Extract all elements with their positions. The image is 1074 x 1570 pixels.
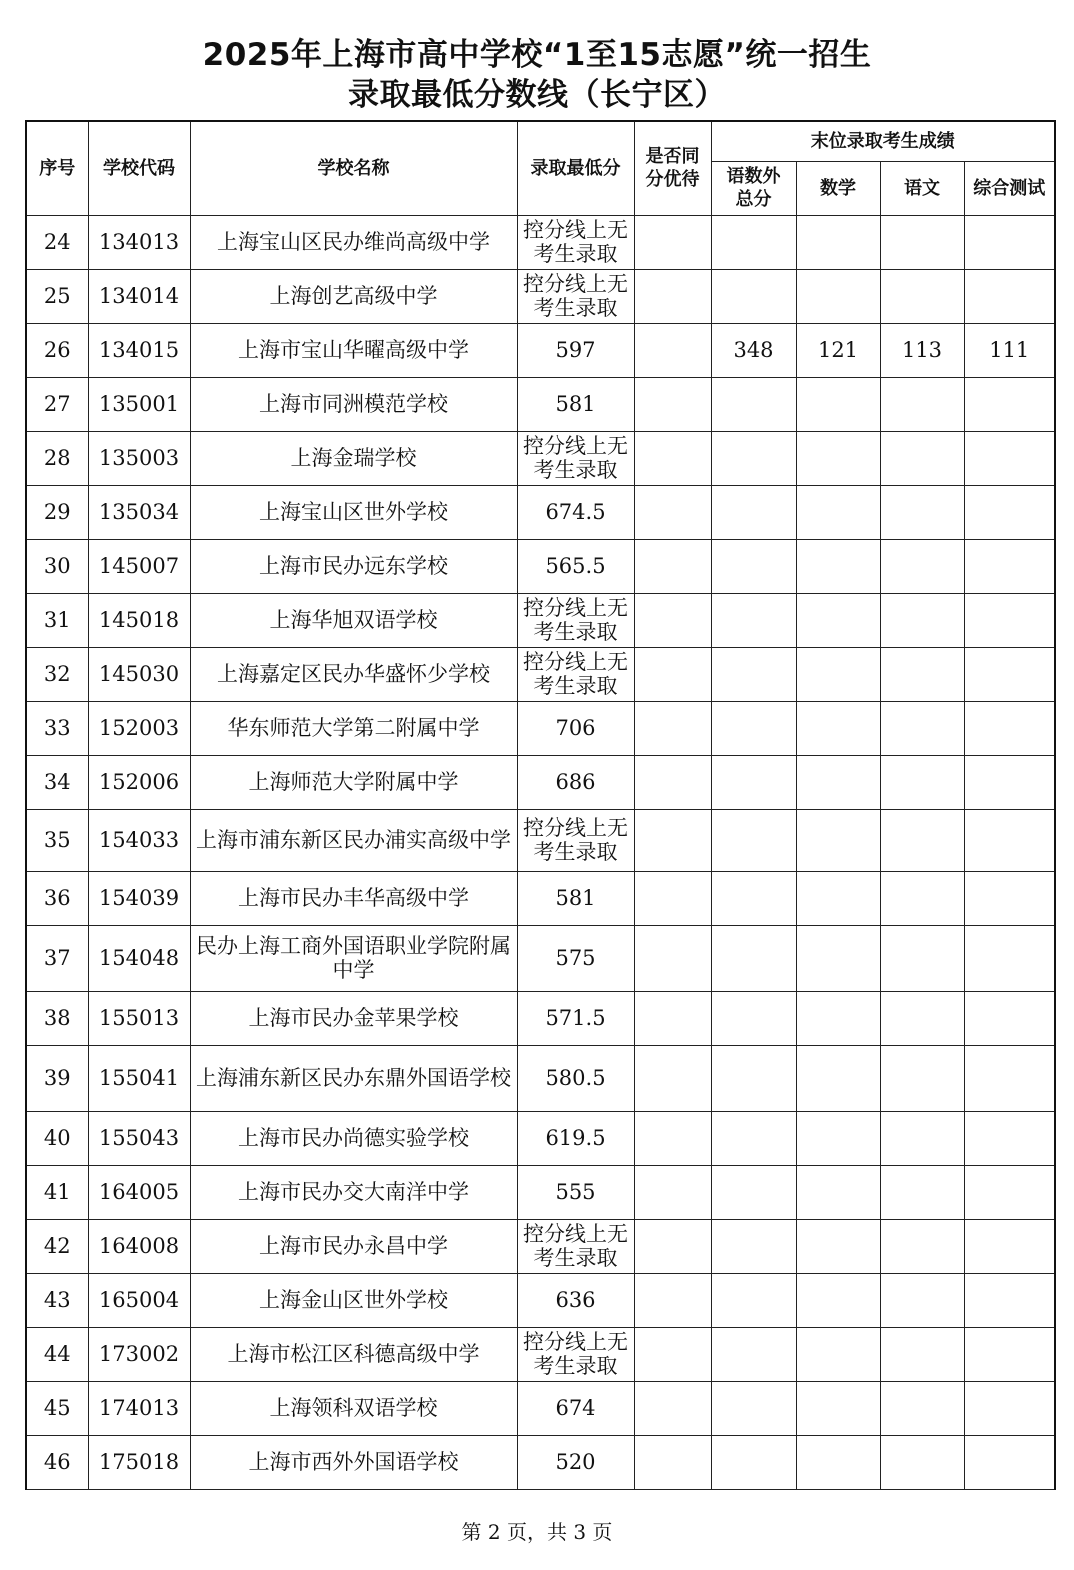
row-math-score bbox=[796, 485, 880, 539]
row-total3-score bbox=[711, 1273, 796, 1327]
row-tie-priority bbox=[634, 1045, 711, 1111]
row-school-code: 135034 bbox=[88, 485, 190, 539]
table-row bbox=[26, 647, 1055, 701]
row-math-score bbox=[796, 1219, 880, 1273]
row-school-name: 华东师范大学第二附属中学 bbox=[190, 701, 517, 755]
row-total3-score bbox=[711, 485, 796, 539]
row-seq: 45 bbox=[26, 1381, 88, 1435]
row-school-name: 上海金山区世外学校 bbox=[190, 1273, 517, 1327]
row-seq: 34 bbox=[26, 755, 88, 809]
row-chinese-score bbox=[880, 593, 964, 647]
row-comprehensive-score bbox=[964, 269, 1055, 323]
row-tie-priority bbox=[634, 485, 711, 539]
table-row bbox=[26, 809, 1055, 871]
row-school-code: 174013 bbox=[88, 1381, 190, 1435]
row-math-score bbox=[796, 1045, 880, 1111]
row-chinese-score bbox=[880, 485, 964, 539]
header-last-admitted-scores: 末位录取考生成绩 bbox=[711, 121, 1055, 161]
row-tie-priority bbox=[634, 1435, 711, 1489]
row-seq: 31 bbox=[26, 593, 88, 647]
row-total3-score bbox=[711, 925, 796, 991]
row-school-name: 上海市民办交大南洋中学 bbox=[190, 1165, 517, 1219]
row-total3-score bbox=[711, 539, 796, 593]
row-school-name: 上海市松江区科德高级中学 bbox=[190, 1327, 517, 1381]
row-comprehensive-score bbox=[964, 991, 1055, 1045]
header-school-code: 学校代码 bbox=[88, 121, 190, 215]
row-chinese-score bbox=[880, 1273, 964, 1327]
row-chinese-score bbox=[880, 215, 964, 269]
table-row bbox=[26, 1219, 1055, 1273]
row-min-score: 控分线上无考生录取 bbox=[517, 647, 634, 701]
row-min-score: 636 bbox=[517, 1273, 634, 1327]
row-math-score bbox=[796, 431, 880, 485]
row-comprehensive-score bbox=[964, 1111, 1055, 1165]
table-row bbox=[26, 1273, 1055, 1327]
row-school-code: 152003 bbox=[88, 701, 190, 755]
row-tie-priority bbox=[634, 1165, 711, 1219]
row-tie-priority bbox=[634, 431, 711, 485]
row-min-score: 575 bbox=[517, 925, 634, 991]
row-min-score: 597 bbox=[517, 323, 634, 377]
row-seq: 29 bbox=[26, 485, 88, 539]
row-min-score: 674 bbox=[517, 1381, 634, 1435]
row-school-name: 上海市西外外国语学校 bbox=[190, 1435, 517, 1489]
row-comprehensive-score bbox=[964, 925, 1055, 991]
row-school-code: 154033 bbox=[88, 809, 190, 871]
table-row bbox=[26, 701, 1055, 755]
row-tie-priority bbox=[634, 215, 711, 269]
row-chinese-score: 113 bbox=[880, 323, 964, 377]
row-total3-score bbox=[711, 701, 796, 755]
row-math-score bbox=[796, 539, 880, 593]
table-row bbox=[26, 755, 1055, 809]
row-comprehensive-score bbox=[964, 539, 1055, 593]
row-math-score bbox=[796, 991, 880, 1045]
row-min-score: 571.5 bbox=[517, 991, 634, 1045]
row-total3-score bbox=[711, 1045, 796, 1111]
row-math-score bbox=[796, 647, 880, 701]
row-total3-score bbox=[711, 431, 796, 485]
row-min-score: 581 bbox=[517, 377, 634, 431]
row-school-name: 上海领科双语学校 bbox=[190, 1381, 517, 1435]
table-row bbox=[26, 485, 1055, 539]
row-tie-priority bbox=[634, 539, 711, 593]
row-math-score bbox=[796, 1165, 880, 1219]
table-row bbox=[26, 1327, 1055, 1381]
table-row bbox=[26, 269, 1055, 323]
row-chinese-score bbox=[880, 377, 964, 431]
header-school-name: 学校名称 bbox=[190, 121, 517, 215]
row-chinese-score bbox=[880, 1327, 964, 1381]
row-tie-priority bbox=[634, 377, 711, 431]
row-school-name: 上海市民办永昌中学 bbox=[190, 1219, 517, 1273]
row-comprehensive-score bbox=[964, 1381, 1055, 1435]
row-tie-priority bbox=[634, 1219, 711, 1273]
row-math-score bbox=[796, 701, 880, 755]
row-seq: 35 bbox=[26, 809, 88, 871]
row-school-code: 164008 bbox=[88, 1219, 190, 1273]
row-tie-priority bbox=[634, 755, 711, 809]
row-comprehensive-score bbox=[964, 1045, 1055, 1111]
row-school-code: 134013 bbox=[88, 215, 190, 269]
row-seq: 26 bbox=[26, 323, 88, 377]
row-comprehensive-score bbox=[964, 647, 1055, 701]
table-row bbox=[26, 991, 1055, 1045]
row-tie-priority bbox=[634, 1327, 711, 1381]
row-school-name: 上海宝山区世外学校 bbox=[190, 485, 517, 539]
row-tie-priority bbox=[634, 809, 711, 871]
row-school-code: 164005 bbox=[88, 1165, 190, 1219]
row-school-code: 165004 bbox=[88, 1273, 190, 1327]
table-row bbox=[26, 593, 1055, 647]
row-comprehensive-score bbox=[964, 809, 1055, 871]
row-school-name: 上海宝山区民办维尚高级中学 bbox=[190, 215, 517, 269]
row-seq: 43 bbox=[26, 1273, 88, 1327]
row-math-score bbox=[796, 925, 880, 991]
row-total3-score bbox=[711, 991, 796, 1045]
row-total3-score bbox=[711, 215, 796, 269]
row-school-code: 134014 bbox=[88, 269, 190, 323]
row-total3-score bbox=[711, 871, 796, 925]
row-math-score bbox=[796, 809, 880, 871]
row-comprehensive-score bbox=[964, 1435, 1055, 1489]
row-tie-priority bbox=[634, 871, 711, 925]
header-comprehensive: 综合测试 bbox=[964, 161, 1055, 215]
header-seq: 序号 bbox=[26, 121, 88, 215]
row-seq: 25 bbox=[26, 269, 88, 323]
row-tie-priority bbox=[634, 991, 711, 1045]
row-school-code: 145018 bbox=[88, 593, 190, 647]
row-seq: 38 bbox=[26, 991, 88, 1045]
row-math-score bbox=[796, 1111, 880, 1165]
page-title-line2: 录取最低分数线（长宁区） bbox=[348, 77, 726, 113]
row-math-score bbox=[796, 1273, 880, 1327]
row-min-score: 686 bbox=[517, 755, 634, 809]
row-school-name: 上海市民办丰华高级中学 bbox=[190, 871, 517, 925]
row-tie-priority bbox=[634, 593, 711, 647]
row-chinese-score bbox=[880, 991, 964, 1045]
table-row bbox=[26, 1435, 1055, 1489]
row-chinese-score bbox=[880, 871, 964, 925]
row-total3-score: 348 bbox=[711, 323, 796, 377]
row-seq: 40 bbox=[26, 1111, 88, 1165]
row-tie-priority bbox=[634, 1273, 711, 1327]
row-comprehensive-score bbox=[964, 701, 1055, 755]
row-school-name: 上海市民办远东学校 bbox=[190, 539, 517, 593]
row-school-name: 上海市民办金苹果学校 bbox=[190, 991, 517, 1045]
table-row bbox=[26, 871, 1055, 925]
row-total3-score bbox=[711, 809, 796, 871]
row-chinese-score bbox=[880, 1165, 964, 1219]
table-row bbox=[26, 215, 1055, 269]
row-total3-score bbox=[711, 1327, 796, 1381]
row-min-score: 控分线上无考生录取 bbox=[517, 269, 634, 323]
header-tie-priority: 是否同分优待 bbox=[634, 121, 711, 215]
row-total3-score bbox=[711, 1435, 796, 1489]
header-chinese: 语文 bbox=[880, 161, 964, 215]
row-total3-score bbox=[711, 593, 796, 647]
row-min-score: 555 bbox=[517, 1165, 634, 1219]
row-school-code: 135003 bbox=[88, 431, 190, 485]
row-chinese-score bbox=[880, 269, 964, 323]
header-total3: 语数外总分 bbox=[711, 161, 796, 215]
row-seq: 39 bbox=[26, 1045, 88, 1111]
row-chinese-score bbox=[880, 755, 964, 809]
row-min-score: 控分线上无考生录取 bbox=[517, 809, 634, 871]
row-min-score: 控分线上无考生录取 bbox=[517, 1327, 634, 1381]
row-school-name: 上海市民办尚德实验学校 bbox=[190, 1111, 517, 1165]
row-total3-score bbox=[711, 1381, 796, 1435]
row-chinese-score bbox=[880, 809, 964, 871]
row-chinese-score bbox=[880, 1219, 964, 1273]
row-comprehensive-score bbox=[964, 871, 1055, 925]
row-school-name: 上海浦东新区民办东鼎外国语学校 bbox=[190, 1045, 517, 1111]
row-school-code: 145030 bbox=[88, 647, 190, 701]
row-seq: 42 bbox=[26, 1219, 88, 1273]
row-total3-score bbox=[711, 1219, 796, 1273]
row-seq: 33 bbox=[26, 701, 88, 755]
row-seq: 32 bbox=[26, 647, 88, 701]
row-tie-priority bbox=[634, 701, 711, 755]
row-seq: 44 bbox=[26, 1327, 88, 1381]
row-seq: 27 bbox=[26, 377, 88, 431]
row-comprehensive-score bbox=[964, 1273, 1055, 1327]
row-min-score: 565.5 bbox=[517, 539, 634, 593]
row-chinese-score bbox=[880, 647, 964, 701]
row-min-score: 520 bbox=[517, 1435, 634, 1489]
row-total3-score bbox=[711, 1165, 796, 1219]
row-school-code: 152006 bbox=[88, 755, 190, 809]
row-min-score: 619.5 bbox=[517, 1111, 634, 1165]
row-min-score: 581 bbox=[517, 871, 634, 925]
table-row bbox=[26, 1045, 1055, 1111]
row-min-score: 580.5 bbox=[517, 1045, 634, 1111]
row-comprehensive-score bbox=[964, 1327, 1055, 1381]
row-total3-score bbox=[711, 377, 796, 431]
row-math-score bbox=[796, 593, 880, 647]
table-row bbox=[26, 1381, 1055, 1435]
page-title-line1: 2025年上海市高中学校“1至15志愿”统一招生 bbox=[202, 37, 872, 73]
row-seq: 36 bbox=[26, 871, 88, 925]
row-school-name: 上海市宝山华曜高级中学 bbox=[190, 323, 517, 377]
table-row bbox=[26, 1111, 1055, 1165]
row-school-name: 上海师范大学附属中学 bbox=[190, 755, 517, 809]
row-school-name: 上海市同洲模范学校 bbox=[190, 377, 517, 431]
row-min-score: 706 bbox=[517, 701, 634, 755]
row-school-name: 民办上海工商外国语职业学院附属中学 bbox=[190, 925, 517, 991]
row-school-code: 134015 bbox=[88, 323, 190, 377]
row-comprehensive-score bbox=[964, 431, 1055, 485]
row-min-score: 控分线上无考生录取 bbox=[517, 593, 634, 647]
row-seq: 24 bbox=[26, 215, 88, 269]
row-comprehensive-score bbox=[964, 215, 1055, 269]
row-school-code: 155013 bbox=[88, 991, 190, 1045]
row-chinese-score bbox=[880, 1381, 964, 1435]
row-total3-score bbox=[711, 647, 796, 701]
row-min-score: 控分线上无考生录取 bbox=[517, 431, 634, 485]
table-row bbox=[26, 1165, 1055, 1219]
table-row bbox=[26, 431, 1055, 485]
row-school-code: 154048 bbox=[88, 925, 190, 991]
table-row bbox=[26, 539, 1055, 593]
row-math-score bbox=[796, 1435, 880, 1489]
row-chinese-score bbox=[880, 1111, 964, 1165]
row-seq: 28 bbox=[26, 431, 88, 485]
row-math-score bbox=[796, 1327, 880, 1381]
row-school-code: 155043 bbox=[88, 1111, 190, 1165]
row-tie-priority bbox=[634, 323, 711, 377]
row-chinese-score bbox=[880, 1045, 964, 1111]
row-math-score bbox=[796, 871, 880, 925]
row-tie-priority bbox=[634, 269, 711, 323]
row-comprehensive-score bbox=[964, 485, 1055, 539]
admission-score-table bbox=[25, 120, 1056, 1490]
row-seq: 37 bbox=[26, 925, 88, 991]
row-comprehensive-score bbox=[964, 593, 1055, 647]
row-school-name: 上海金瑞学校 bbox=[190, 431, 517, 485]
row-min-score: 控分线上无考生录取 bbox=[517, 1219, 634, 1273]
header-math: 数学 bbox=[796, 161, 880, 215]
row-total3-score bbox=[711, 269, 796, 323]
row-math-score bbox=[796, 269, 880, 323]
row-tie-priority bbox=[634, 925, 711, 991]
row-tie-priority bbox=[634, 1381, 711, 1435]
row-math-score bbox=[796, 377, 880, 431]
row-school-name: 上海市浦东新区民办浦实高级中学 bbox=[190, 809, 517, 871]
row-tie-priority bbox=[634, 1111, 711, 1165]
row-comprehensive-score bbox=[964, 1219, 1055, 1273]
row-comprehensive-score bbox=[964, 755, 1055, 809]
row-school-code: 173002 bbox=[88, 1327, 190, 1381]
row-seq: 41 bbox=[26, 1165, 88, 1219]
row-chinese-score bbox=[880, 431, 964, 485]
row-seq: 46 bbox=[26, 1435, 88, 1489]
row-comprehensive-score bbox=[964, 377, 1055, 431]
row-tie-priority bbox=[634, 647, 711, 701]
row-comprehensive-score bbox=[964, 1165, 1055, 1219]
row-school-code: 155041 bbox=[88, 1045, 190, 1111]
row-math-score bbox=[796, 1381, 880, 1435]
row-chinese-score bbox=[880, 539, 964, 593]
row-school-code: 154039 bbox=[88, 871, 190, 925]
header-min-score: 录取最低分 bbox=[517, 121, 634, 215]
row-total3-score bbox=[711, 1111, 796, 1165]
row-school-name: 上海华旭双语学校 bbox=[190, 593, 517, 647]
row-chinese-score bbox=[880, 925, 964, 991]
table-row bbox=[26, 323, 1055, 377]
row-math-score: 121 bbox=[796, 323, 880, 377]
row-comprehensive-score: 111 bbox=[964, 323, 1055, 377]
row-chinese-score bbox=[880, 701, 964, 755]
row-school-name: 上海创艺高级中学 bbox=[190, 269, 517, 323]
row-school-code: 175018 bbox=[88, 1435, 190, 1489]
table-row bbox=[26, 377, 1055, 431]
row-school-code: 135001 bbox=[88, 377, 190, 431]
row-min-score: 控分线上无考生录取 bbox=[517, 215, 634, 269]
row-seq: 30 bbox=[26, 539, 88, 593]
row-min-score: 674.5 bbox=[517, 485, 634, 539]
row-school-name: 上海嘉定区民办华盛怀少学校 bbox=[190, 647, 517, 701]
row-math-score bbox=[796, 755, 880, 809]
page-footer: 第 2 页，共 3 页 bbox=[461, 1520, 613, 1544]
row-total3-score bbox=[711, 755, 796, 809]
table-row bbox=[26, 925, 1055, 991]
row-math-score bbox=[796, 215, 880, 269]
row-school-code: 145007 bbox=[88, 539, 190, 593]
row-chinese-score bbox=[880, 1435, 964, 1489]
